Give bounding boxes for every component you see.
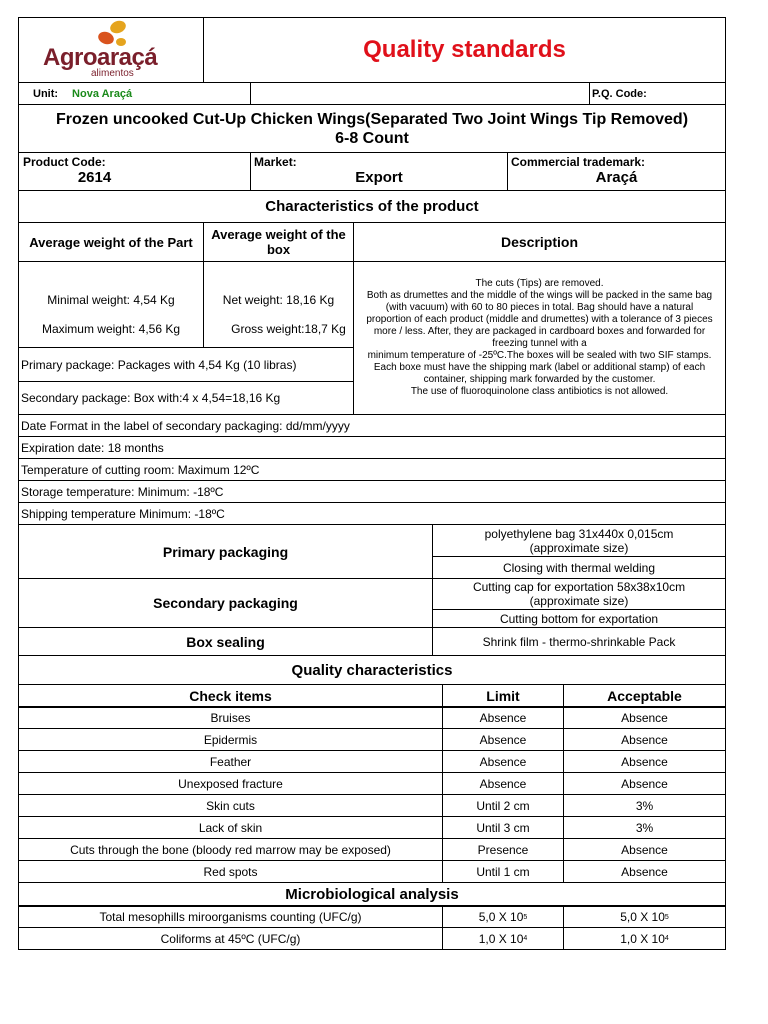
micro-acceptable	[564, 907, 725, 927]
primary-package: Primary package: Packages with 4,54 Kg (10 libras)	[19, 348, 353, 382]
micro-limit	[443, 928, 564, 949]
limit-value: Absence	[443, 773, 564, 794]
description-line: container, shipping mark forwarded by the customer.	[423, 374, 656, 385]
characteristics-heading: Characteristics of the product	[18, 191, 726, 223]
acceptable-value: 3%	[635, 820, 654, 835]
micro-accept-exp: 5	[664, 913, 669, 921]
acceptable-value: 3%	[635, 798, 654, 813]
micro-limit	[443, 907, 564, 927]
col-check-items: Check items	[19, 685, 443, 706]
secondary-packaging-values	[433, 579, 725, 627]
check-item: Skin cuts	[19, 795, 443, 816]
limit-value: Until 3 cm	[443, 817, 564, 838]
info-expiration: Expiration date: 18 months	[18, 437, 726, 459]
col-limit: Limit	[443, 685, 564, 706]
limit-value: Presence	[443, 839, 564, 860]
table-row	[18, 751, 726, 773]
micro-accept-base: 5,0 X 10	[620, 910, 665, 924]
table-row	[18, 795, 726, 817]
micro-limit-exp: 5	[523, 913, 528, 921]
limit-value: Absence	[443, 708, 564, 728]
description-line: Both as drumettes and the middle of the wings will be packed in the same bag	[366, 290, 713, 301]
unit-cell	[19, 83, 251, 104]
weights-row	[19, 262, 353, 348]
table-row	[18, 839, 726, 861]
description-line: (with vacuum) with 60 to 80 pieces in total. Bag should have a natural	[385, 302, 694, 313]
limit-value: Absence	[443, 729, 564, 750]
limit-value: Until 1 cm	[443, 861, 564, 882]
quality-standards-sheet	[18, 17, 726, 950]
page-title: Quality standards	[363, 36, 566, 63]
limit-value: Until 2 cm	[443, 795, 564, 816]
primary-packaging-label: Primary packaging	[19, 525, 433, 578]
quality-heading: Quality characteristics	[18, 656, 726, 685]
logo-subtitle: alimentos	[91, 68, 134, 79]
trademark-cell	[508, 153, 725, 190]
col-acceptable: Acceptable	[607, 687, 682, 704]
check-item: Feather	[19, 751, 443, 772]
market-value: Export	[355, 169, 403, 186]
weights-block	[19, 262, 354, 414]
acceptable-value: Absence	[621, 711, 668, 725]
description-line: freezing tunnel with a	[492, 338, 587, 349]
micro-heading: Microbiological analysis	[18, 883, 726, 906]
market-label: Market:	[254, 155, 297, 169]
box-sealing-label: Box sealing	[19, 628, 433, 655]
description-line: more / less. After, they are packaged in cardboard boxes and forwarded for	[373, 326, 706, 337]
primary-bag-note: (approximate size)	[529, 541, 629, 555]
secondary-packaging-label: Secondary packaging	[19, 579, 433, 627]
description-line: proportion of each product (middle and drumettes) with a tolerance of 3 pieces	[366, 314, 713, 325]
gross-weight: Gross weight:18,7 Kg	[231, 322, 346, 336]
box-sealing-row	[18, 628, 726, 656]
micro-limit-exp: 4	[523, 935, 528, 942]
product-title-line2: 6-8 Count	[335, 129, 409, 147]
box-sealing-value: Shrink film - thermo-shrinkable Pack	[482, 634, 676, 649]
col-box-weight: Average weight of the box	[204, 223, 354, 261]
max-weight: Maximum weight: 4,56 Kg	[41, 322, 181, 336]
secondary-packaging-bottom: Cutting bottom for exportation	[499, 611, 659, 626]
characteristics-body	[18, 262, 726, 415]
micro-item: Total mesophills miroorganisms counting (UFC/g)	[19, 907, 443, 927]
quality-rows	[18, 707, 726, 883]
market-cell	[251, 153, 508, 190]
acceptable-value: Absence	[621, 842, 668, 857]
acceptable-value: Absence	[621, 754, 668, 769]
product-code-value: 2614	[77, 169, 112, 186]
micro-rows	[18, 906, 726, 950]
description-text	[354, 262, 725, 414]
table-row	[18, 773, 726, 795]
codes-row	[18, 153, 726, 191]
logo	[19, 18, 204, 82]
table-row	[18, 729, 726, 751]
product-code-cell	[19, 153, 251, 190]
primary-packaging-bag	[433, 525, 725, 557]
table-row	[18, 817, 726, 839]
info-date-format: Date Format in the label of secondary packaging: dd/mm/yyyy	[18, 415, 726, 437]
primary-packaging-row	[18, 525, 726, 579]
secondary-package: Secondary package: Box with:4 x 4,54=18,16 Kg	[21, 391, 281, 405]
trademark-label: Commercial trademark:	[511, 155, 646, 169]
primary-bag-size: polyethylene bag 31x440x 0,015cm	[484, 527, 674, 541]
acceptable-value: Absence	[621, 776, 668, 791]
unit-row	[18, 83, 726, 105]
info-shipping-temp: Shipping temperature Minimum: -18ºC	[18, 503, 726, 525]
micro-limit-base: 5,0 X 10	[478, 910, 524, 924]
description-line: The cuts (Tips) are removed.	[475, 278, 604, 289]
table-row	[18, 707, 726, 729]
product-code-label: Product Code:	[23, 155, 106, 169]
logo-brand: Agroaraçá	[43, 44, 158, 71]
acceptable-value: Absence	[621, 864, 668, 879]
check-item: Cuts through the bone (bloody red marrow may be exposed)	[19, 839, 443, 860]
min-weight: Minimal weight: 4,54 Kg	[47, 293, 175, 307]
primary-packaging-values	[433, 525, 725, 578]
micro-acceptable	[564, 928, 725, 949]
pq-code-label: P.Q. Code:	[592, 87, 647, 100]
table-row	[18, 906, 726, 928]
box-weights	[204, 262, 353, 347]
primary-packaging-closing: Closing with thermal welding	[502, 560, 656, 575]
unit-spacer	[251, 83, 590, 104]
table-row	[18, 928, 726, 950]
description-line: Each boxe must have the shipping mark (label or additional stamp) of each	[373, 362, 706, 373]
acceptable-value: Absence	[621, 732, 668, 747]
check-item: Unexposed fracture	[19, 773, 443, 794]
product-title-line1: Frozen uncooked Cut-Up Chicken Wings(Separated Two Joint Wings Tip Removed)	[55, 110, 689, 128]
micro-limit-base: 1,0 X 10	[478, 931, 524, 946]
check-item: Red spots	[19, 861, 443, 882]
info-storage-temp: Storage temperature: Minimum: -18ºC	[18, 481, 726, 503]
header-row	[18, 17, 726, 83]
micro-item: Coliforms at 45ºC (UFC/g)	[19, 928, 443, 949]
info-cutting-temp: Temperature of cutting room: Maximum 12ºC	[18, 459, 726, 481]
characteristics-header-row	[18, 223, 726, 262]
limit-value: Absence	[443, 751, 564, 772]
check-item: Bruises	[19, 708, 443, 728]
description-line: The use of fluoroquinolone class antibiotics is not allowed.	[410, 386, 669, 397]
product-title	[18, 105, 726, 153]
unit-label: Unit:	[33, 87, 59, 100]
secondary-packaging-cap	[433, 579, 725, 610]
description-line: minimum temperature of -25ºC.The boxes will be sealed with two SIF stamps.	[367, 350, 712, 361]
secondary-cap-note: (approximate size)	[529, 594, 629, 608]
net-weight: Net weight: 18,16 Kg	[222, 293, 335, 307]
check-item: Lack of skin	[19, 817, 443, 838]
micro-accept-base: 1,0 X 10	[620, 931, 665, 946]
secondary-cap-size: Cutting cap for exportation 58x38x10cm	[472, 580, 686, 594]
unit-value: Nova Araçá	[72, 87, 133, 100]
pq-code-cell	[590, 83, 725, 104]
part-weights	[19, 262, 204, 347]
col-description: Description	[500, 234, 578, 250]
col-part-weight: Average weight of the Part	[19, 223, 204, 261]
trademark-value: Araçá	[595, 169, 638, 186]
table-row	[18, 861, 726, 883]
quality-header-row	[18, 685, 726, 707]
secondary-packaging-row	[18, 579, 726, 628]
check-item: Epidermis	[19, 729, 443, 750]
micro-accept-exp: 4	[664, 935, 669, 942]
